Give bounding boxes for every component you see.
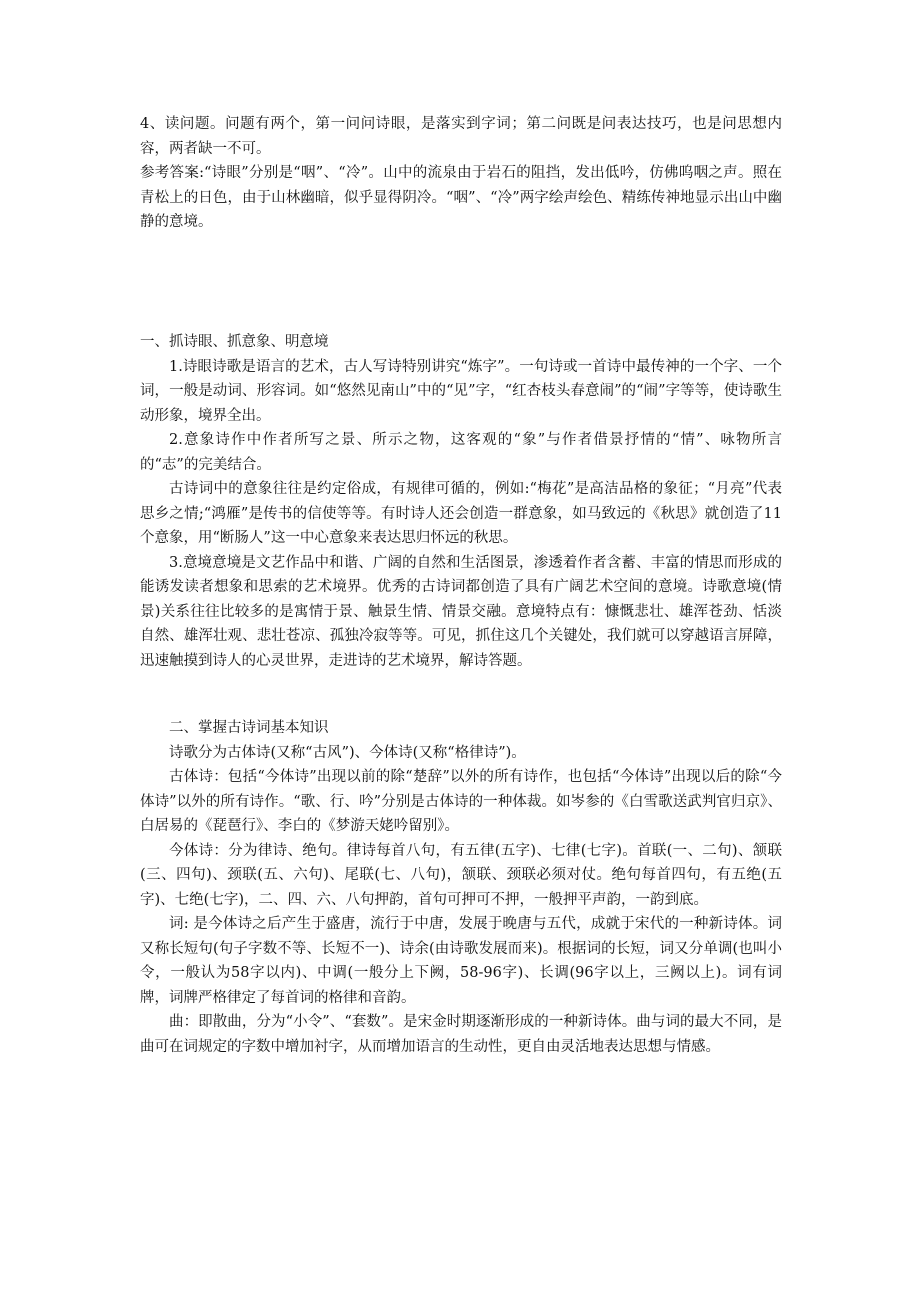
reading-tips-block	[140, 112, 782, 235]
ancient-style-paragraph: 古体诗：包括“今体诗”出现以前的除“楚辞”以外的所有诗作，也包括“今体诗”出现以后的除“今体诗”以外的所有诗作。“歌、行、吟”分别是古体诗的一种体裁。如岑参的《白雪歌送武判官归京》、白居易的《琵琶行》、李白的《梦游天姥吟留别》。	[140, 769, 782, 834]
reference-answer-paragraph: 参考答案:“诗眼”分别是“咽”、“冷”。山中的流泉由于岩石的阻挡，发出低吟，仿佛呜咽之声。照在青松上的日色，由于山林幽暗，似乎显得阴冷。“咽”、“冷”两字绘声绘色、精练传神地显示出山中幽静的意境。	[140, 165, 782, 230]
section-one-heading: 一、抓诗眼、抓意象、明意境	[140, 334, 329, 350]
poetry-classification-paragraph: 诗歌分为古体诗(又称“古风”)、今体诗(又称“格律诗”)。	[169, 744, 526, 761]
tip-paragraph: 4、读问题。问题有两个，第一问问诗眼，是落实到字词；第二问既是问表达技巧，也是问思想内容，两者缺一不可。	[140, 116, 782, 157]
imagery-paragraph: 2.意象诗作中作者所写之景、所示之物，这客观的“象”与作者借景抒情的“情”、咏物所言的“志”的完美结合。	[140, 432, 782, 473]
artistic-conception-paragraph: 3.意境意境是文艺作品中和谐、广阔的自然和生活图景，渗透着作者含蓄、丰富的情思而形成的能诱发读者想象和思索的艺术境界。优秀的古诗词都创造了具有广阔艺术空间的意境。诗歌意境(情景)关系往往比较多的是寓情于景、触景生情、情景交融。意境特点有：慷慨悲壮、雄浑苍劲、恬淡自然、雄浑壮观、悲壮苍凉、孤独冷寂等等。可见，抓住这几个关键处，我们就可以穿越语言屏障，迅速触摸到诗人的心灵世界，走进诗的艺术境界，解诗答题。	[140, 554, 782, 669]
modern-style-paragraph: 今体诗：分为律诗、绝句。律诗每首八句，有五律(五字)、七律(七字)。首联(一、二句)、颔联(三、四句)、颈联(五、六句)、尾联(七、八句)，颔联、颈联必须对仗。绝句每首四句，有五绝(五字)、七绝(七字)，二、四、六、八句押韵，首句可押可不押，一般押平声韵，一韵到底。	[140, 842, 782, 908]
section-two-heading: 二、掌握古诗词基本知识	[169, 720, 329, 736]
qu-poetry-paragraph: 曲：即散曲，分为“小令”、“套数”。是宋金时期逐渐形成的一种新诗体。曲与词的最大不同，是曲可在词规定的字数中增加衬字，从而增加语言的生动性，更自由灵活地表达思想与情感。	[140, 1014, 782, 1055]
poem-eye-paragraph: 1.诗眼诗歌是语言的艺术，古人写诗特别讲究“炼字”。一句诗或一首诗中最传神的一个字、一个词，一般是动词、形容词。如“悠然见南山”中的“见”字，“红杏枝头春意闹”的“闹”字等等，使诗歌生动形象，境界全出。	[140, 358, 782, 424]
imagery-convention-paragraph: 古诗词中的意象往往是约定俗成，有规律可循的，例如:“梅花”是高洁品格的象征；“月亮”代表思乡之情;“鸿雁”是传书的信使等等。有时诗人还会创造一群意象，如马致远的《秋思》就创造了11个意象，用“断肠人”这一中心意象来表达思归怀远的秋思。	[140, 481, 782, 546]
section-two	[140, 716, 782, 1059]
section-one	[140, 330, 782, 673]
ci-poetry-paragraph: 词: 是今体诗之后产生于盛唐，流行于中唐，发展于晚唐与五代，成就于宋代的一种新诗体。词又称长短句(句子字数不等、长短不一)、诗余(由诗歌发展而来)。根据词的长短，词又分单调(也叫小令，一般认为58字以内)、中调(一般分上下阙，58-96字)、长调(96字以上，三阙以上)。词有词牌，词牌严格律定了每首词的格律和音韵。	[140, 916, 782, 1006]
